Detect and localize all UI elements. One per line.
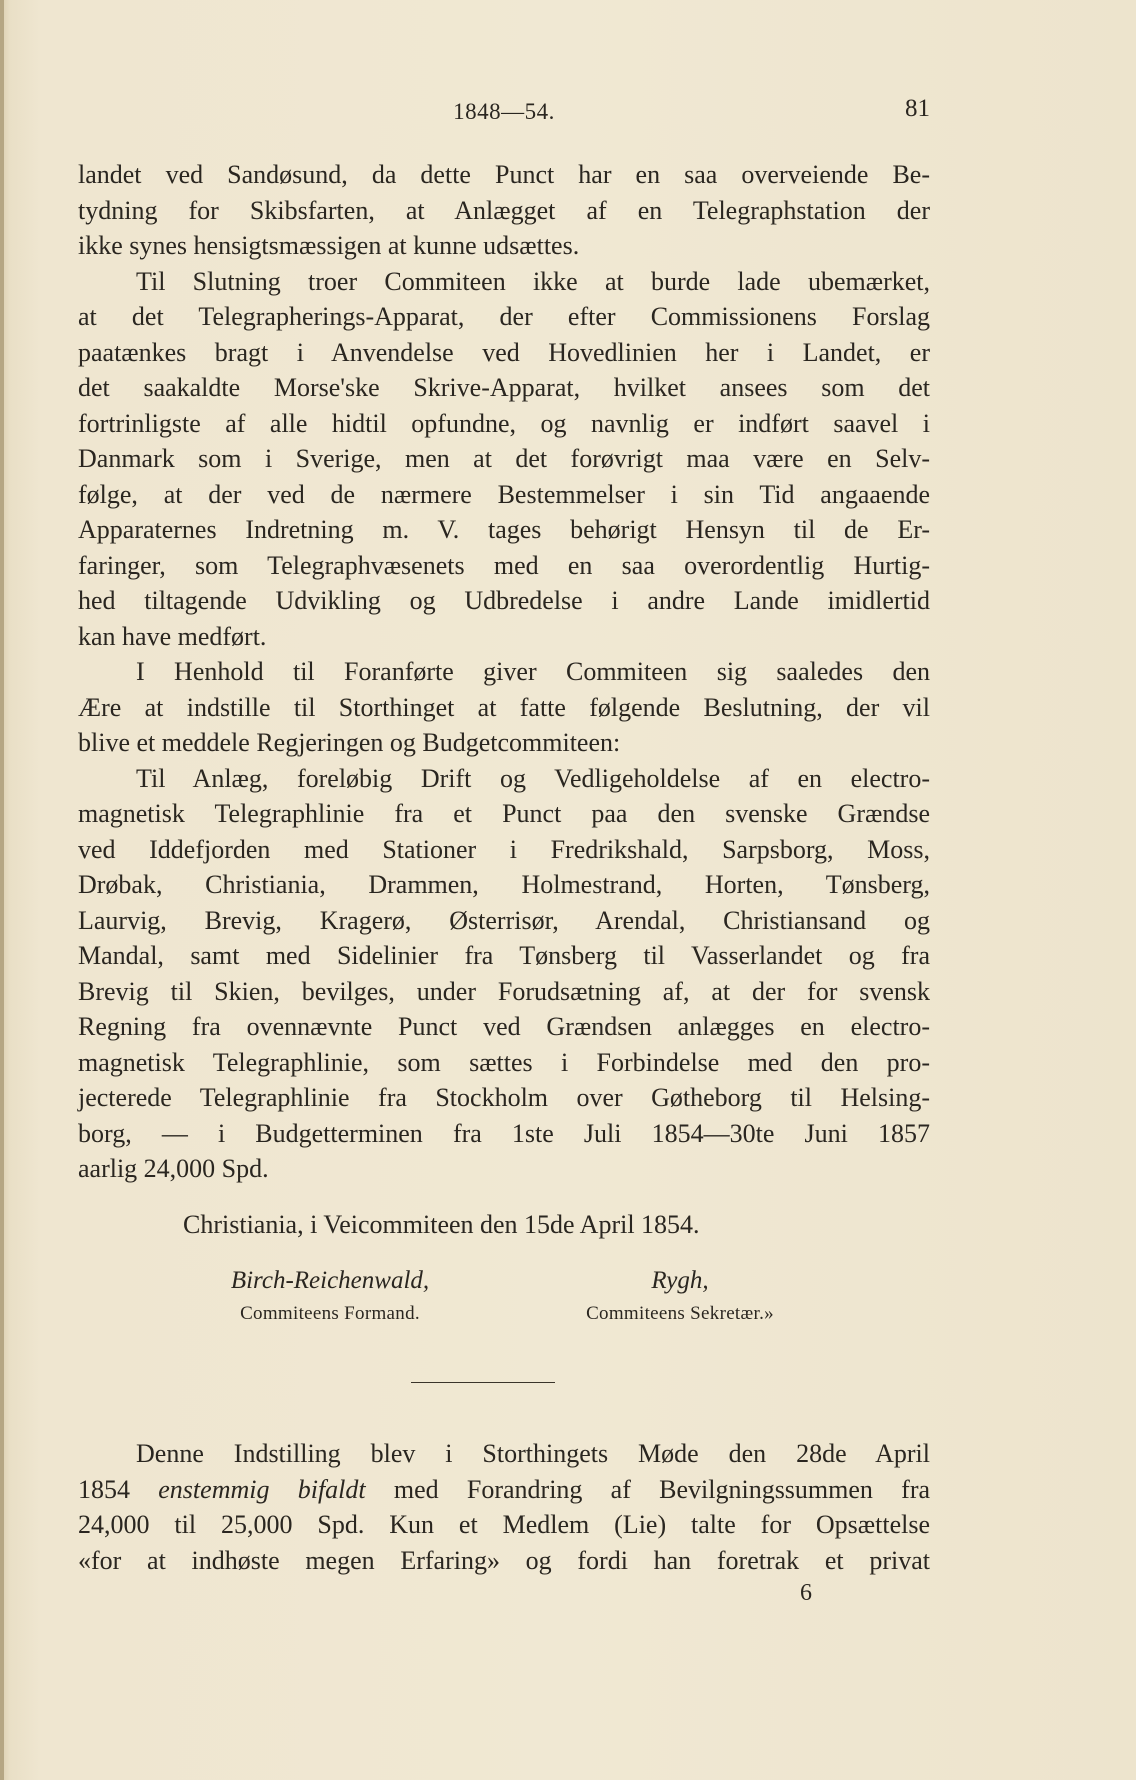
page-number: 81: [905, 95, 930, 122]
signature-role: Commiteens Sekretær.»: [586, 1303, 774, 1324]
text-line: Ære at indstille til Storthinget at fatte følgende Beslutning, der vil: [78, 692, 930, 722]
text-line: Laurvig, Brevig, Kragerø, Østerrisør, Arendal, Christiansand og: [78, 905, 930, 935]
text-line: I Henhold til Foranførte giver Commiteen sig saaledes den: [136, 657, 930, 686]
text-line: fortrinligste af alle hidtil opfundne, og navnlig er indført saavel i: [78, 408, 930, 438]
text-line: magnetisk Telegraphlinie fra et Punct paa den svenske Grændse: [78, 799, 930, 828]
emphasis-text: enstemmig bifaldt: [158, 1474, 366, 1504]
text-line: Danmark som i Sverige, men at det forøvrigt maa være en Selv-: [78, 444, 930, 473]
text-line: Apparaternes Indretning m. V. tages behørigt Hensyn til de Er-: [78, 515, 930, 544]
text-line: Til Anlæg, foreløbig Drift og Vedligeholdelse af en electro-: [136, 763, 930, 793]
text-line: jecterede Telegraphlinie fra Stockholm over Gøtheborg til Helsing-: [78, 1083, 930, 1112]
text-line: følge, at der ved de nærmere Bestemmelser i sin Tid angaaende: [78, 479, 930, 509]
text-line: aarlig 24,000 Spd.: [78, 1154, 269, 1183]
printer-signature-mark: 6: [800, 1580, 812, 1606]
signature-right: [545, 1267, 815, 1325]
signature-name: Rygh,: [651, 1267, 709, 1294]
signature-role: Commiteens Formand.: [240, 1303, 420, 1324]
text-line: blive et meddele Regjeringen og Budgetcommiteen:: [78, 728, 621, 757]
text-line: Drøbak, Christiania, Drammen, Holmestrand, Horten, Tønsberg,: [78, 870, 930, 899]
signature-left: [200, 1267, 460, 1325]
text-line: Denne Indstilling blev i Storthingets Møde den 28de April: [136, 1439, 930, 1468]
text-line: faringer, som Telegraphvæsenets med en saa overordentlig Hurtig-: [78, 550, 930, 580]
text-line: «for at indhøste megen Erfaring» og fordi han foretrak et privat: [78, 1545, 930, 1575]
date-line: Christiania, i Veicommiteen den 15de April 1854.: [183, 1210, 700, 1239]
text-line: det saakaldte Morse'ske Skrive-Apparat, hvilket ansees som det: [78, 373, 930, 402]
text-line: ikke synes hensigtsmæssigen at kunne udsættes.: [78, 231, 580, 260]
text-line: Brevig til Skien, bevilges, under Forudsætning af, at der for svensk: [78, 976, 930, 1006]
text-line: paatænkes bragt i Anvendelse ved Hovedlinien her i Landet, er: [78, 337, 930, 367]
main-text: [78, 157, 930, 1187]
text-line: tydning for Skibsfarten, at Anlægget af en Telegraphstation der: [78, 195, 930, 225]
page-edge: [0, 0, 4, 1780]
text-line: hed tiltagende Udvikling og Udbredelse i andre Lande imidlertid: [78, 586, 930, 615]
text-line: Mandal, samt med Sidelinier fra Tønsberg til Vasserlandet og fra: [78, 941, 930, 970]
text-line: [78, 1472, 930, 1508]
closing-text: [78, 1436, 930, 1578]
text-run: 1854: [78, 1474, 159, 1504]
text-line: landet ved Sandøsund, da dette Punct har en saa overveiende Be-: [78, 160, 930, 189]
text-run: med Forandring af Bevilgningssummen fra: [365, 1474, 931, 1504]
text-line: borg, — i Budgetterminen fra 1ste Juli 1854—30te Juni 1857: [78, 1118, 930, 1148]
text-line: at det Telegrapherings-Apparat, der efter Commissionens Forslag: [78, 302, 930, 331]
text-line: ved Iddefjorden med Stationer i Fredrikshald, Sarpsborg, Moss,: [78, 834, 930, 864]
text-line: Regning fra ovennævnte Punct ved Grændsen anlægges en electro-: [78, 1012, 930, 1041]
text-line: kan have medført.: [78, 621, 267, 651]
running-head: [78, 95, 930, 129]
text-line: magnetisk Telegraphlinie, som sættes i Forbindelse med den pro-: [78, 1047, 930, 1077]
signature-name: Birch-Reichenwald,: [230, 1267, 430, 1294]
text-line: 24,000 til 25,000 Spd. Kun et Medlem (Lie) talte for Opsættelse: [78, 1510, 930, 1539]
section-divider: [411, 1382, 555, 1383]
text-line: Til Slutning troer Commiteen ikke at burde lade ubemærket,: [136, 266, 930, 296]
running-title: 1848—54.: [453, 99, 555, 124]
